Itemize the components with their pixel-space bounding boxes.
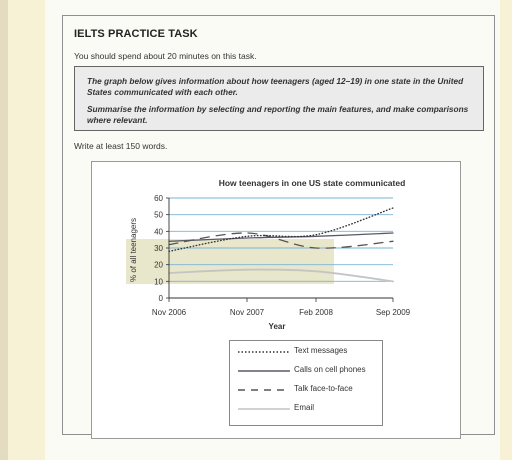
- task-title: IELTS PRACTICE TASK: [74, 28, 198, 40]
- x-tick-label: Nov 2007: [229, 308, 265, 317]
- prompt-description: The graph below gives information about how teenagers (aged 12–19) in one state in the United States communicated with each other.: [87, 76, 464, 97]
- chart-title: How teenagers in one US state communicated: [218, 178, 406, 188]
- y-tick-label: 10: [154, 277, 163, 287]
- legend-label: Calls on cell phones: [294, 365, 366, 374]
- x-tick-label: Nov 2006: [151, 308, 187, 317]
- scanner-edge: [0, 0, 8, 460]
- legend-item-face-to-face: [230, 383, 384, 397]
- legend-item-text-messages: [230, 345, 384, 359]
- prompt-task: Summarise the information by selecting and reporting the main features, and make comparisons where relevant.: [87, 104, 469, 125]
- legend-label: Text messages: [294, 346, 348, 355]
- prompt-box: [74, 66, 484, 131]
- textbook-page: [45, 0, 500, 460]
- y-tick-label: 60: [154, 194, 163, 203]
- chart-frame: [91, 161, 461, 439]
- y-tick-label: 50: [154, 210, 163, 220]
- y-tick-label: 0: [158, 294, 163, 303]
- time-instruction: You should spend about 20 minutes on this task.: [74, 51, 257, 61]
- legend-label: Talk face-to-face: [294, 384, 353, 393]
- y-axis-label: % of all teenagers: [129, 217, 138, 283]
- task-box: [62, 15, 495, 435]
- y-tick-label: 20: [154, 260, 163, 270]
- word-count-note: Write at least 150 words.: [74, 141, 168, 151]
- y-tick-label: 30: [154, 244, 163, 253]
- chart-legend: [229, 340, 383, 426]
- y-tick-label: 40: [154, 227, 163, 237]
- legend-item-email: [230, 402, 384, 416]
- legend-label: Email: [294, 403, 315, 412]
- x-axis-label: Year: [268, 322, 286, 331]
- x-tick-label: Feb 2008: [299, 308, 333, 317]
- x-tick-label: Sep 2009: [375, 308, 411, 317]
- legend-item-calls: [230, 364, 384, 378]
